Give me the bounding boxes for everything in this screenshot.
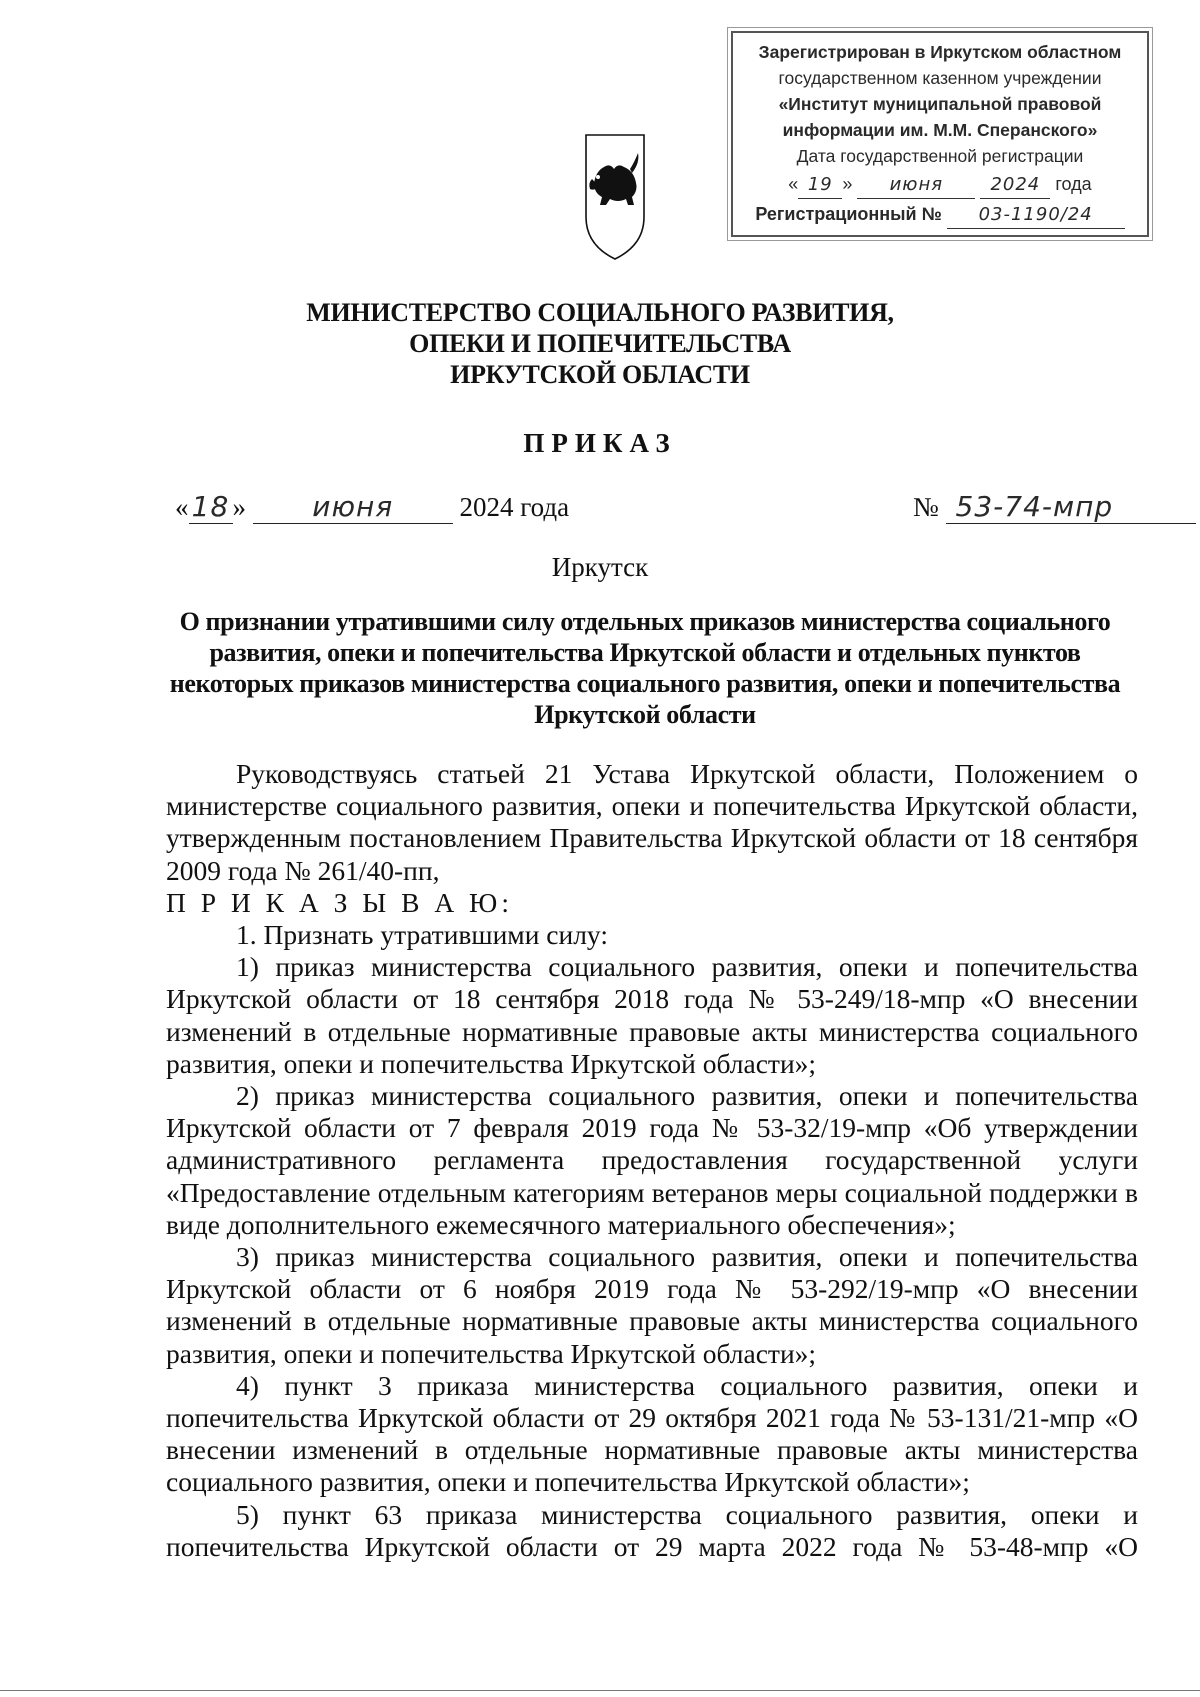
stamp-line-2: государственном казенном учреждении — [778, 68, 1102, 88]
date-year: 2024 года — [459, 492, 570, 522]
document-title: О признании утратившими силу отдельных приказов министерства социального развития, опеки и попечительства Иркутской области и отдельных пунктов некоторых приказов министерства социального развития, опеки и попечительства Иркутской области — [169, 607, 1121, 729]
date-close-quote: » — [232, 492, 246, 522]
coat-of-arms-icon — [584, 133, 646, 263]
stamp-open-quote: « — [788, 174, 799, 194]
stamp-day: 19 — [798, 172, 842, 199]
stamp-month: июня — [857, 172, 975, 199]
stamp-line-3: «Институт муниципальной правовой — [778, 94, 1102, 114]
stamp-line-5: Дата государственной регистрации — [796, 146, 1084, 166]
number-label: № — [913, 492, 939, 522]
stamp-line-1: Зарегистрирован в Иркутском областном — [758, 42, 1122, 62]
number-value: 53-74-мпр — [946, 490, 1196, 524]
registration-stamp — [731, 31, 1149, 237]
ministry-line-2: ОПЕКИ И ПОПЕЧИТЕЛЬСТВА — [409, 329, 791, 358]
document-body — [166, 758, 1138, 1563]
item-1: 1. Признать утратившими силу: — [236, 919, 608, 951]
stamp-date-line — [733, 171, 1147, 199]
date-day: 18 — [189, 490, 233, 524]
date-open-quote: « — [175, 492, 189, 522]
order-word: П Р И К А З Ы В А Ю: — [166, 886, 513, 918]
stamp-year-suffix: года — [1055, 174, 1092, 194]
ministry-line-1: МИНИСТЕРСТВО СОЦИАЛЬНОГО РАЗВИТИЯ, — [306, 298, 894, 327]
subitem-2: 2) приказ министерства социального развития, опеки и попечительства Иркутской области от 7 февраля 2019 года № 53-32/19-мпр «Об утверждении административного регламента предоставления государственной услуги «Предоставление отдельным категориям ветеранов меры социальной поддержки в виде дополнительного ежемесячного материального обеспечения»; — [166, 1080, 1138, 1240]
page-bottom-rule — [0, 1690, 1200, 1691]
order-number — [913, 490, 1196, 524]
subitem-3: 3) приказ министерства социального развития, опеки и попечительства Иркутской области от 6 ноября 2019 года № 53-292/19-мпр «О внесении изменений в отдельные нормативные правовые акты министерства социального развития, опеки и попечительства Иркутской области»; — [166, 1241, 1138, 1369]
city: Иркутск — [551, 552, 649, 582]
subitem-1: 1) приказ министерства социального развития, опеки и попечительства Иркутской области от 18 сентября 2018 года № 53-249/18-мпр «О внесении изменений в отдельные нормативные правовые акты министерства социального развития, опеки и попечительства Иркутской области»; — [166, 951, 1138, 1079]
document-type: ПРИКАЗ — [523, 428, 677, 458]
stamp-year: 2024 — [980, 172, 1050, 199]
order-date — [175, 490, 569, 524]
stamp-line-4: информации им. М.М. Сперанского» — [782, 120, 1098, 140]
stamp-reg-label: Регистрационный № — [755, 204, 942, 224]
subitem-5: 5) пункт 63 приказа министерства социального развития, опеки и попечительства Иркутской области от 29 марта 2022 года № 53-48-мпр «О — [166, 1498, 1138, 1562]
date-month: июня — [253, 490, 453, 524]
subitem-4: 4) пункт 3 приказа министерства социального развития, опеки и попечительства Иркутской области от 29 октября 2021 года № 53-131/21-мпр «О внесении изменений в отдельные нормативные правовые акты министерства социального развития, опеки и попечительства Иркутской области»; — [166, 1369, 1138, 1498]
ministry-line-3: ИРКУТСКОЙ ОБЛАСТИ — [450, 360, 750, 389]
stamp-close-quote: » — [842, 174, 853, 194]
stamp-reg-line — [733, 201, 1147, 229]
ministry-header — [0, 297, 1200, 390]
preamble-paragraph: Руководствуясь статьей 21 Устава Иркутской области, Положением о министерстве социального развития, опеки и попечительства Иркутской области, утвержденным постановлением Правительства Иркутской области от 18 сентября 2009 года № 261/40-пп, — [166, 758, 1138, 886]
stamp-reg-number: 03-1190/24 — [947, 202, 1125, 229]
